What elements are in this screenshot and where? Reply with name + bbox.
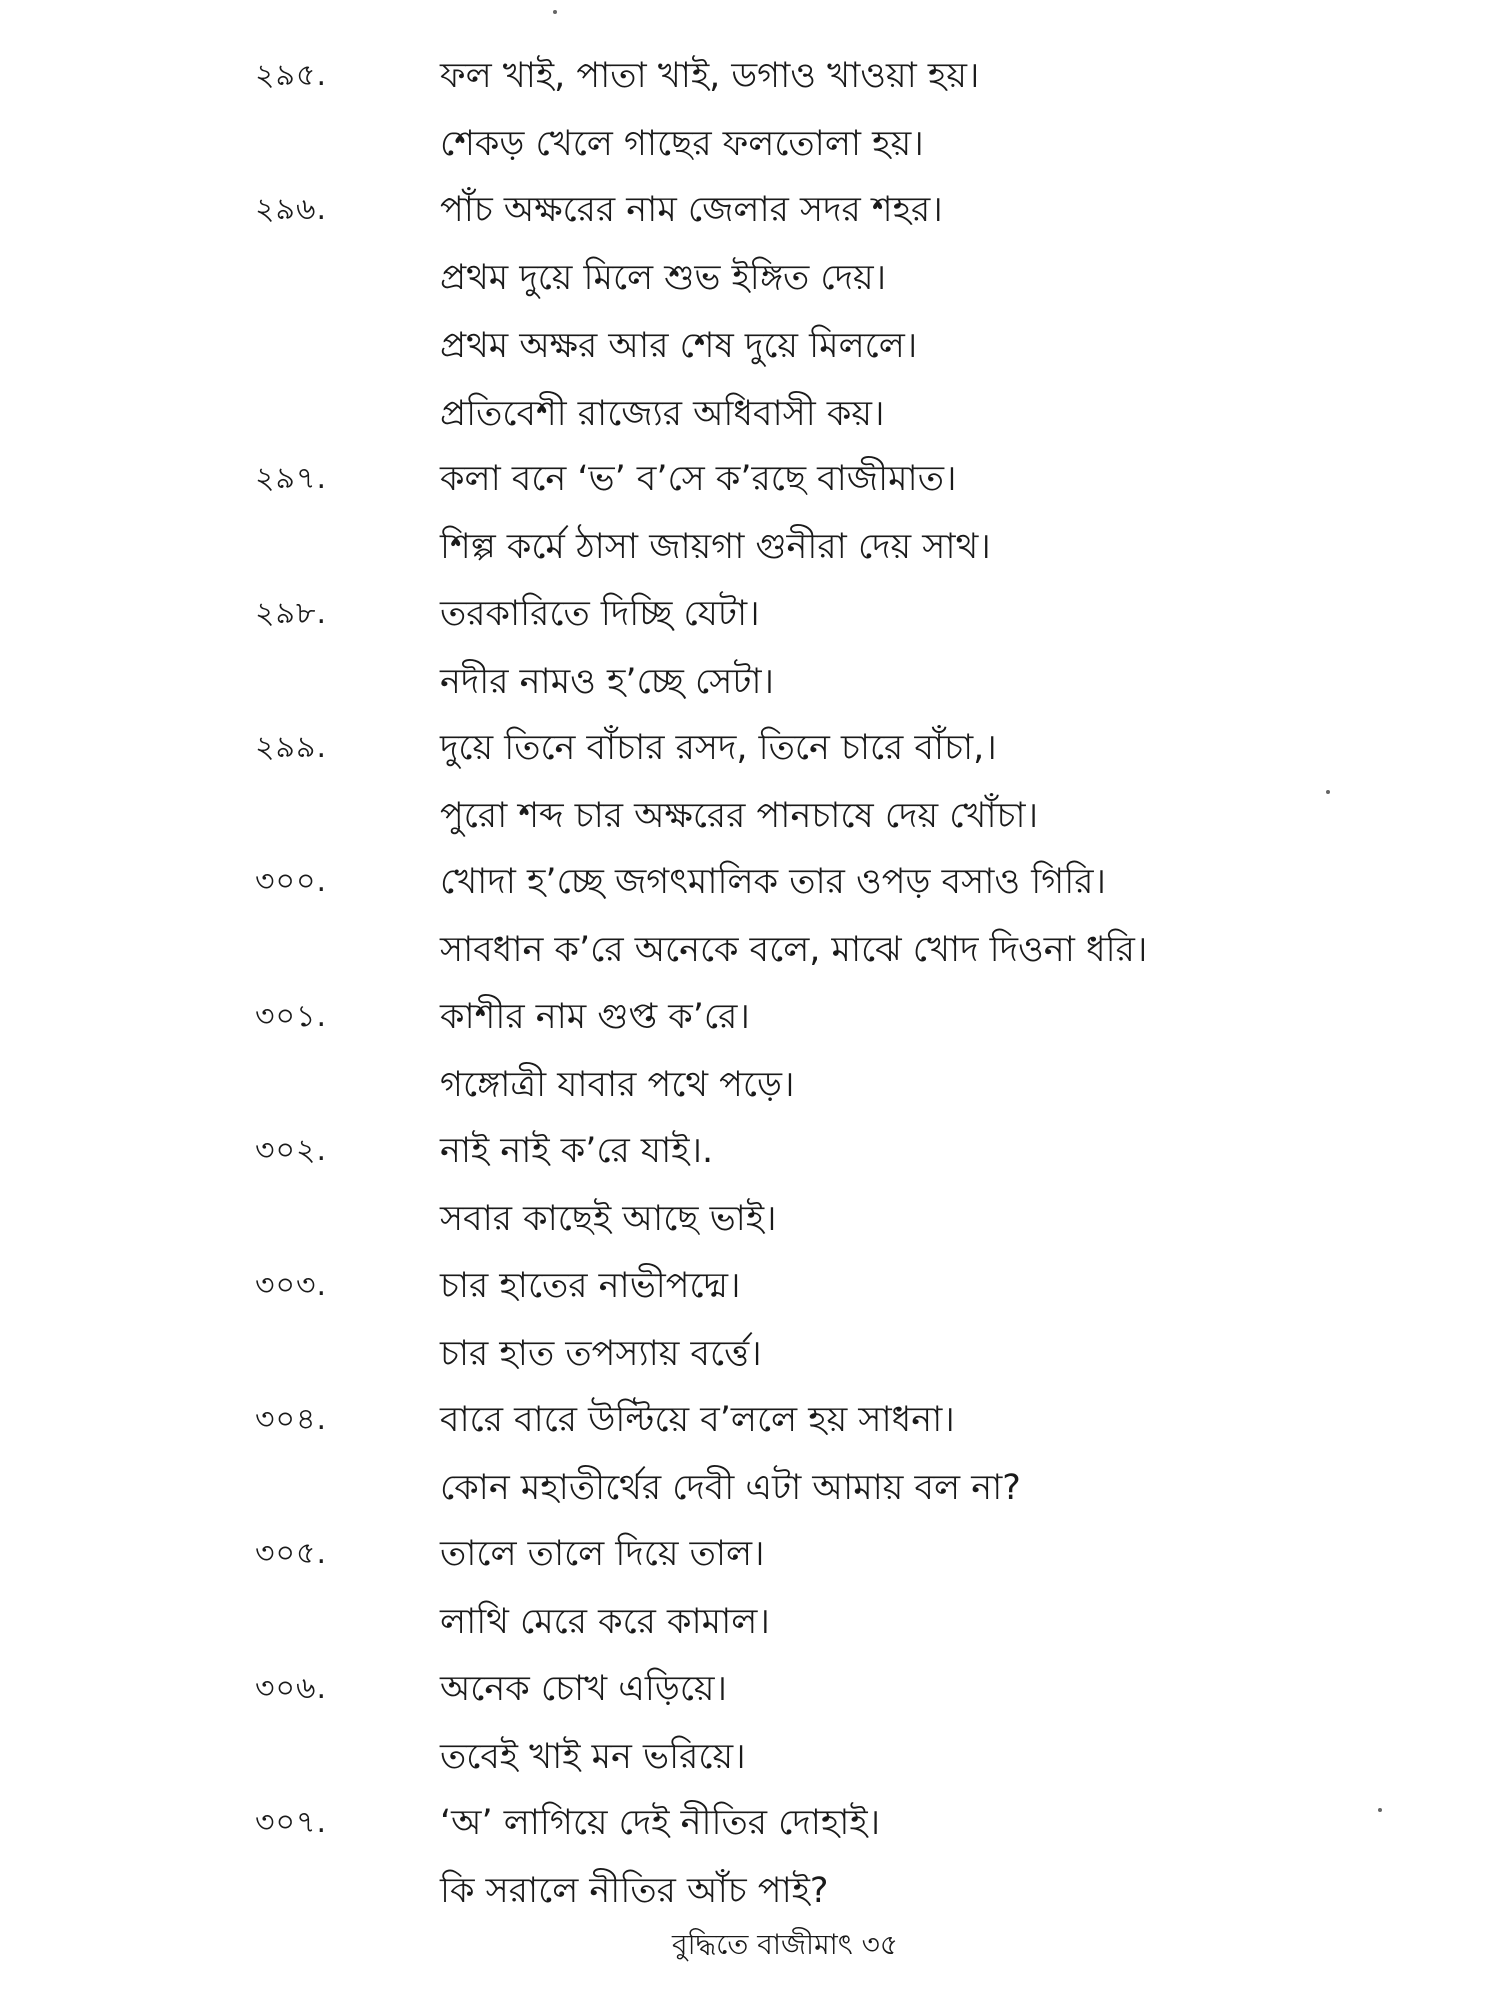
riddle-line: ফল খাই, পাতা খাই, ডগাও খাওয়া হয়। <box>440 56 980 96</box>
riddle-line: চার হাত তপস্যায় বর্ত্তে। <box>440 1333 762 1374</box>
riddle-line: প্রতিবেশী রাজ্যের অধিবাসী কয়। <box>440 394 885 435</box>
riddle-line: গঙ্গোত্রী যাবার পথে পড়ে। <box>440 1064 795 1105</box>
riddle-line: খোদা হ’চ্ছে জগৎমালিক তার ওপড় বসাও গিরি। <box>440 862 1107 903</box>
scan-speck <box>1326 790 1330 794</box>
riddle-number: ২৯৬. <box>255 192 328 228</box>
riddle-lines <box>440 580 1460 716</box>
riddle-number: ৩০২. <box>255 1133 328 1169</box>
riddle-line: তবেই খাই মন ভরিয়ে। <box>440 1736 746 1777</box>
riddle-lines <box>440 1252 1460 1388</box>
riddle-line: লাথি মেরে করে কামাল। <box>440 1602 770 1643</box>
riddle-line: কাশীর নাম গুপ্ত ক’রে। <box>440 996 750 1037</box>
riddle-line: প্রথম দুয়ে মিলে শুভ ইঙ্গিত দেয়। <box>440 258 887 299</box>
riddle-line: শেকড় খেলে গাছের ফলতোলা হয়। <box>440 124 924 164</box>
riddle-number: ৩০৭. <box>255 1805 328 1841</box>
riddle-line: নদীর নামও হ’চ্ছে সেটা। <box>440 661 775 702</box>
riddle-line: পাঁচ অক্ষরের নাম জেলার সদর শহর। <box>440 190 943 231</box>
riddle-lines <box>440 176 1460 448</box>
riddle-line: শিল্প কর্মে ঠাসা জায়গা গুনীরা দেয় সাথ। <box>440 527 991 568</box>
riddle-number: ২৯৮. <box>255 595 327 631</box>
riddle-line: অনেক চোখ এড়িয়ে। <box>440 1668 728 1709</box>
riddle-line: নাই নাই ক’রে যাই।. <box>440 1131 714 1172</box>
riddle-lines <box>440 714 1460 850</box>
riddle-line: সবার কাছেই আছে ভাই। <box>440 1199 777 1240</box>
riddle-number: ৩০৫. <box>255 1536 328 1572</box>
riddle-number: ৩০৬. <box>255 1670 328 1706</box>
riddle-number: ৩০১. <box>255 998 328 1034</box>
riddle-lines <box>440 1386 1460 1522</box>
riddle-lines <box>440 1655 1460 1791</box>
riddle-number: ২৯৯. <box>255 730 327 765</box>
riddle-line: প্রথম অক্ষর আর শেষ দুয়ে মিললে। <box>440 326 918 367</box>
riddle-line: দুয়ে তিনে বাঁচার রসদ, তিনে চারে বাঁচা,। <box>440 728 997 768</box>
riddle-number: ২৯৭. <box>255 461 328 497</box>
riddle-line: পুরো শব্দ চার অক্ষরের পানচাষে দেয় খোঁচা। <box>440 796 1039 836</box>
page-footer: বুদ্ধিতে বাজীমাৎ ৩৫ <box>672 1928 898 1961</box>
riddle-line: কোন মহাতীর্থের দেবী এটা আমায় বল না? <box>440 1468 1021 1508</box>
riddle-lines <box>440 445 1460 581</box>
riddle-number: ৩০০. <box>255 864 328 900</box>
scan-speck <box>553 10 557 14</box>
riddle-line: তরকারিতে দিচ্ছি যেটা। <box>440 593 760 634</box>
riddle-lines <box>440 848 1460 984</box>
riddle-lines <box>440 1520 1460 1656</box>
riddle-line: বারে বারে উল্টিয়ে ব’ললে হয় সাধনা। <box>440 1400 955 1440</box>
riddle-line: কি সরালে নীতির আঁচ পাই? <box>440 1871 829 1912</box>
riddle-line: সাবধান ক’রে অনেকে বলে, মাঝে খোদ দিওনা ধরি। <box>440 930 1148 971</box>
scan-speck <box>1378 1808 1382 1812</box>
riddle-line: তালে তালে দিয়ে তাল। <box>440 1534 765 1575</box>
riddle-lines <box>440 42 1460 178</box>
riddle-number: ২৯৫. <box>255 58 327 93</box>
riddle-line: চার হাতের নাভীপদ্মে। <box>440 1265 741 1306</box>
riddle-lines <box>440 1117 1460 1253</box>
riddle-lines <box>440 983 1460 1119</box>
riddle-line: কলা বনে ‘ভ’ ব’সে ক’রছে বাজীমাত। <box>440 459 957 500</box>
riddle-line: ‘অ’ লাগিয়ে দেই নীতির দোহাই। <box>440 1803 881 1844</box>
riddle-number: ৩০৩. <box>255 1267 328 1303</box>
riddle-lines <box>440 1789 1460 1925</box>
riddle-number: ৩০৪. <box>255 1402 328 1437</box>
